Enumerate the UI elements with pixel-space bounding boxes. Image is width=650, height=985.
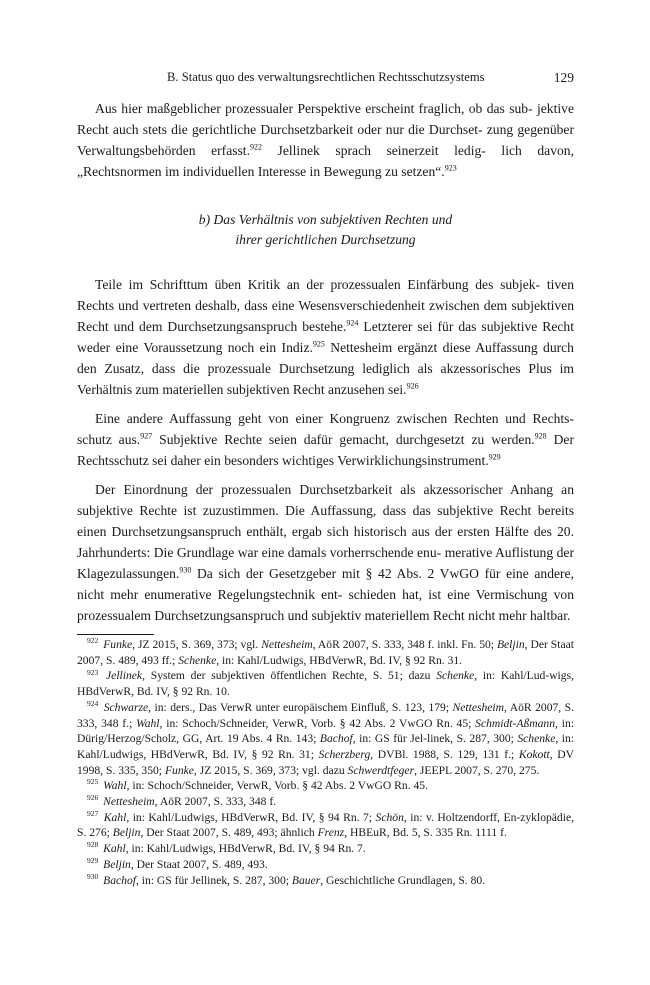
footnote-number: 929 — [87, 855, 99, 865]
footnote-ref-929[interactable]: 929 — [488, 452, 501, 462]
paragraph-2: Teile im Schrifttum üben Kritik an der prozessualen Einfärbung des subjek- tiven Rechts und vertreten deshalb, dass eine Wesensverschiedenheit zwischen dem subjektiven Recht und dem Durchsetzungsanspruch bestehe.$^{924}$ Letzterer sei für das subjektive Recht weder eine Voraussetzung noch ein Indiz.$^{925}$ Nettesheim ergänzt diese Auffassung durch den Zusatz, dass die prozessuale Durchsetzung lediglich als akzessorisches Plus im Verhältnis zum materiellen subjektiven Recht anzusehen sei.$^{926}$ — [77, 277, 574, 397]
footnote-ref-925[interactable]: 925 — [312, 339, 325, 349]
footnote-ref-926[interactable]: 926 — [406, 381, 419, 391]
footnote-922: $^{922}$ Funke, JZ 2015, S. 369, 373; vgl. Nettesheim, AöR 2007, S. 333, 348 f. inkl. Fn. 50; Beljin, Der Staat 2007, S. 489, 493 ff.; Schenke, in: Kahl/Ludwigs, HBdVerwR, Bd. IV, § 92 Rn. 31. — [77, 636, 574, 667]
footnote-ref-922[interactable]: 922 — [249, 142, 262, 152]
footnote-ref-928[interactable]: 928 — [534, 431, 547, 441]
footnote-number: 925 — [87, 777, 99, 787]
footnote-ref-930[interactable]: 930 — [179, 565, 192, 575]
running-title: B. Status quo des verwaltungsrechtlichen Rechtsschutzsystems — [167, 70, 485, 84]
footnote-separator — [77, 634, 154, 635]
page-number: 129 — [553, 70, 574, 85]
section-heading — [77, 210, 574, 250]
footnote-number: 930 — [87, 871, 99, 881]
paragraph-3: Eine andere Auffassung geht von einer Kongruenz zwischen Rechten und Rechts- schutz aus.$^{927}$ Subjektive Rechte seien dafür gemacht, durchgesetzt zu werden.$^{928}$ Der Rechtsschutz sei daher ein besonders wichtiges Verwirklichungsinstrument.$^{929}$ — [77, 411, 574, 468]
footnote-number: 923 — [87, 667, 99, 677]
footnotes — [77, 637, 574, 888]
footnote-number: 927 — [87, 808, 99, 818]
footnote-number: 928 — [87, 840, 99, 850]
footnote-ref-923[interactable]: 923 — [444, 163, 457, 173]
footnote-ref-927[interactable]: 927 — [140, 431, 153, 441]
footnote-925: $^{925}$ Wahl, in: Schoch/Schneider, VerwR, Vorb. § 42 Abs. 2 VwGO Rn. 45. — [87, 777, 428, 793]
paragraph-4: Der Einordnung der prozessualen Durchsetzbarkeit als akzessorischer Anhang an subjektive Rechte ist zuzustimmen. Die Auffassung, dass das subjektive Recht bereits einen Durchsetzungsanspruch enthält, ergab sich historisch aus der ersten Hälfte des 20. Jahrhunderts: Die Grundlage war eine damals vorherrschende enu- merative Auflistung der Klagezulassungen.$^{930}$ Da sich der Gesetzgeber mit § 42 Abs. 2 VwGO für eine andere, nicht mehr enumerative Regelungstechnik ent- schieden hat, ist eine Vermischung von prozessualem Durchsetzungsanspruch und subjektiv materiellem Recht nicht mehr haltbar. — [77, 482, 574, 623]
section-heading-line-2: ihrer gerichtlichen Durchsetzung — [235, 232, 416, 247]
footnote-number: 926 — [87, 793, 99, 803]
footnote-923: $^{923}$ Jellinek, System der subjektiven öffentlichen Rechte, S. 51; dazu Schenke, in: Kahl/Lud-wigs, HBdVerwR, Bd. IV, § 92 Rn. 10. — [77, 667, 574, 699]
paragraph-1: Aus hier maßgeblicher prozessualer Perspektive erscheint fraglich, ob das sub- jektive Recht auch stets die gerichtliche Durchsetzbarkeit oder nur die Durchset- zung gegenüber Verwaltungsbehörden erfasst.$^{922}$ Jellinek sprach seinerzeit ledig- lich davon, „Rechtsnormen im individuellen Interesse in Bewegung zu setzen“.$^{923}$ — [77, 101, 575, 179]
footnote-924: $^{924}$ Schwarze, in: ders., Das VerwR unter europäischem Einfluß, S. 123, 179; Nettesheim, AöR 2007, S. 333, 348 f.; Wahl, in: Schoch/Schneider, VerwR, Vorb. § 42 Abs. 2 VwGO Rn. 45; Schmidt-Aßmann, in: Dürig/Herzog/Scholz, GG, Art. 19 Abs. 4 Rn. 143; Bachof, in: GS für Jel-linek, S. 287, 300; Schenke, in: Kahl/Ludwigs, HBdVerwR, Bd. IV, § 92 Rn. 31; Scherzberg, DVBl. 1988, S. 129, 131 f.; Kokott, DV 1998, S. 335, 350; Funke, JZ 2015, S. 369, 373; vgl. dazu Schwerdtfeger, JEEPL 2007, S. 270, 275. — [77, 698, 574, 777]
footnote-926: $^{926}$ Nettesheim, AöR 2007, S. 333, 348 f. — [87, 793, 277, 809]
footnote-929: $^{929}$ Beljin, Der Staat 2007, S. 489, 493. — [87, 855, 268, 871]
footnote-ref-924[interactable]: 924 — [346, 318, 359, 328]
footnote-930: $^{930}$ Bachof, in: GS für Jellinek, S. 287, 300; Bauer, Geschichtliche Grundlagen, S. 80. — [87, 871, 486, 887]
footnote-number: 922 — [87, 636, 99, 646]
footnote-928: $^{928}$ Kahl, in: Kahl/Ludwigs, HBdVerwR, Bd. IV, § 94 Rn. 7. — [87, 840, 366, 856]
main-text — [77, 98, 574, 626]
footnote-number: 924 — [87, 698, 99, 708]
footnote-927: $^{927}$ Kahl, in: Kahl/Ludwigs, HBdVerwR, Bd. IV, § 94 Rn. 7; Schön, in: v. Holtzendorff, En-zyklopädie, S. 276; Beljin, Der Staat 2007, S. 489, 493; ähnlich Frenz, HBEuR, Bd. 5, S. 335 Rn. 1111 f. — [77, 808, 574, 840]
section-heading-line-1: b) Das Verhältnis von subjektiven Rechten und — [198, 212, 453, 227]
